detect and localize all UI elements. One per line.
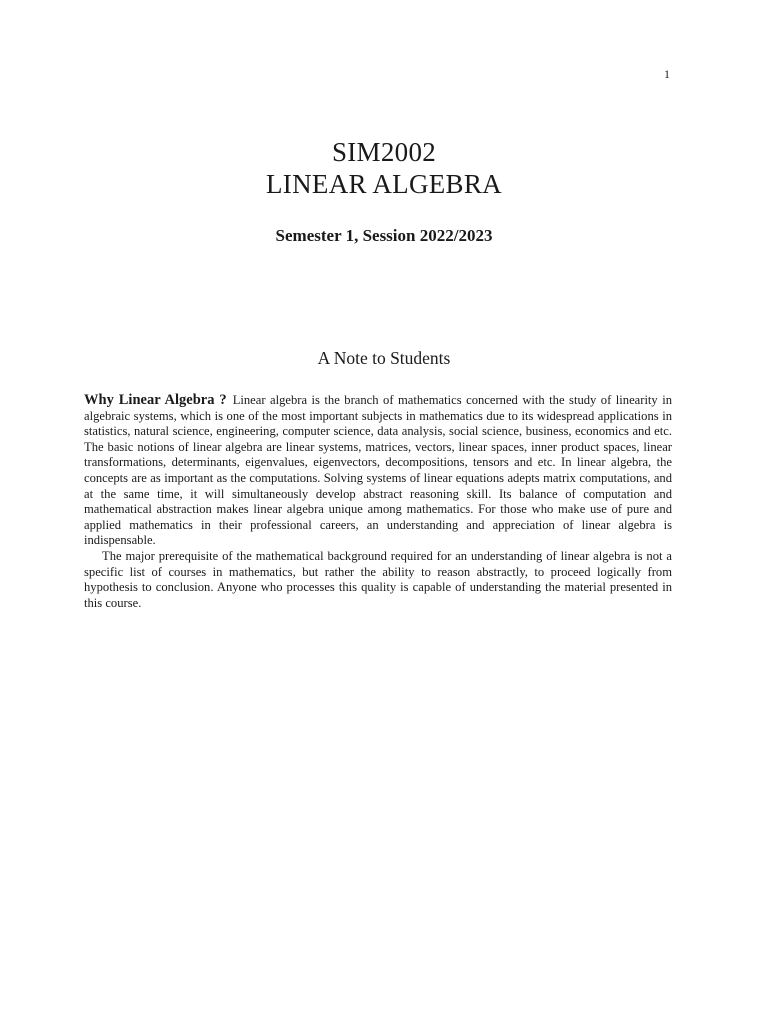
course-code: SIM2002 <box>331 137 437 167</box>
paragraph-1-text: Linear algebra is the branch of mathematics concerned with the study of linearity in algebraic systems, which is one of the most important subjects in mathematics due to its widespread applications in statistics, natural science, engineering, computer science, data analysis, social science, business, economics and etc. The basic notions of linear algebra are linear systems, matrices, vectors, linear spaces, inner product spaces, linear transformations, determinants, eigenvalues, eigenvectors, decompositions, tensors and etc. In linear algebra, the concepts are as important as the computations. Solving systems of linear equations adepts matrix computations, and at the same time, it will simultaneously develop abstract reasoning skill. Its balance of computation and mathematical abstraction makes linear algebra unique among mathematics. For those who make use of pure and applied mathematics in their professional careers, an understanding and appreciation of linear algebra is indispensable. <box>84 393 673 548</box>
course-header <box>0 136 768 200</box>
note-body <box>84 393 672 611</box>
section-title: Why Linear Algebra ? <box>84 392 227 408</box>
note-heading: A Note to Students <box>317 348 451 368</box>
page-number: 1 <box>664 67 670 81</box>
course-title: LINEAR ALGEBRA <box>266 169 502 199</box>
semester-line: Semester 1, Session 2022/2023 <box>275 226 493 245</box>
paragraph-prerequisites: The major prerequisite of the mathematical background required for an understanding of linear algebra is not a specific list of courses in mathematics, but rather the ability to reason abstractly, to proceed logically from hypothesis to conclusion. Anyone who processes this quality is capable of understanding the material presented in this course. <box>84 548 672 610</box>
paragraph-why-linear-algebra <box>84 393 672 549</box>
